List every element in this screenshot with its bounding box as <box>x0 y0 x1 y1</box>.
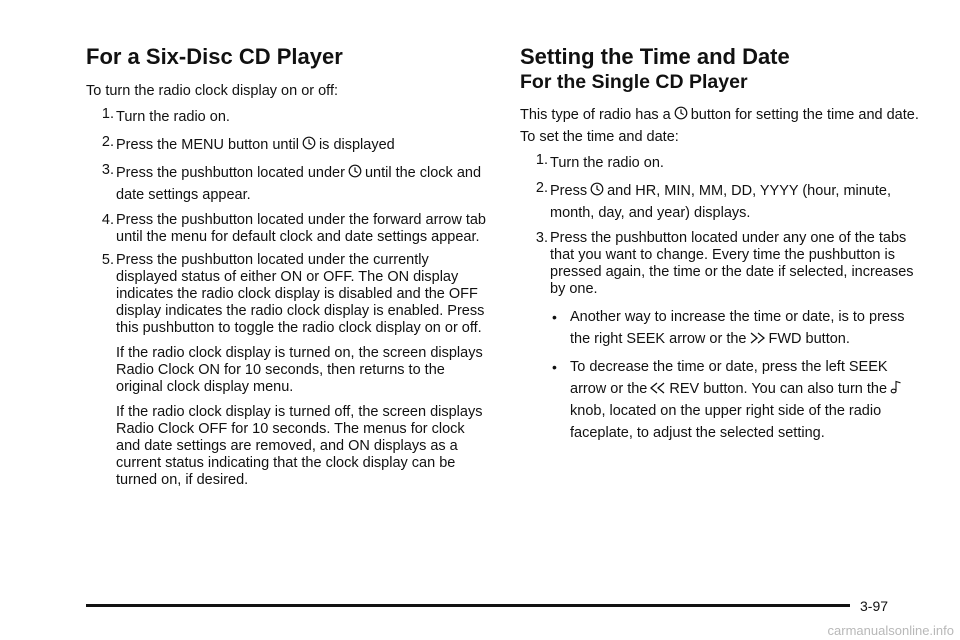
setting-time-date-heading: Setting the Time and Date <box>520 44 790 69</box>
seek-bullets <box>550 306 924 444</box>
footer-rule <box>86 604 850 607</box>
step-text: and HR, MIN, MM, DD, YYYY (hour, minute, month, day, and year) displays. <box>550 183 891 221</box>
single-cd-subheading: For the Single CD Player <box>520 71 748 93</box>
bullet-text: FWD button. <box>768 331 850 347</box>
step-number: 2. <box>535 180 548 196</box>
bullet-text: To decrease the time or date, press the left SEEK arrow or the <box>570 359 888 397</box>
step-item <box>86 106 490 128</box>
step-number: 3. <box>101 162 114 178</box>
step-number: 4. <box>101 212 114 228</box>
step-text: Press the pushbutton located under any one of the tabs that you want to change. Every time the pushbutton is pressed again, the time or the date if selected, increases by one. <box>550 230 914 297</box>
clock-icon <box>348 164 362 178</box>
step-number: 5. <box>101 252 114 268</box>
intro-text: button for setting the time and date. To set the time and date: <box>520 107 919 145</box>
step-item <box>86 252 490 489</box>
step-text: Press the pushbutton located under the currently displayed status of either ON or OFF. The ON display indicates the radio clock display is disabled and the OFF display indicates the radio clock display is enabled. Press this pushbutton to toggle the radio clock display on or off. <box>116 252 485 336</box>
bullet-item <box>550 306 924 350</box>
forward-double-arrow-icon <box>750 332 766 344</box>
page-number: 3-97 <box>860 598 889 614</box>
step-text: until the clock and date settings appear. <box>116 165 482 203</box>
right-column <box>520 44 924 450</box>
reverse-double-arrow-icon <box>650 382 666 394</box>
step-text: Press the pushbutton located under the forward arrow tab until the menu for default clock and date settings appear. <box>116 212 486 245</box>
single-cd-intro <box>520 104 924 148</box>
step-item <box>86 162 490 206</box>
bullet-text: knob, located on the upper right side of the radio faceplate, to adjust the selected setting. <box>570 403 882 441</box>
step-text: Press the MENU button until <box>116 137 299 153</box>
step-item <box>520 152 924 174</box>
bullet-item <box>550 356 924 444</box>
step-item <box>520 230 924 444</box>
step-number: 1. <box>535 152 548 168</box>
step-item <box>520 180 924 224</box>
bullet-dot: • <box>552 359 557 375</box>
step-item <box>86 212 490 246</box>
radio-clock-on-paragraph: If the radio clock display is turned on, the screen displays Radio Clock ON for 10 seconds, then returns to the original clock display menu. <box>116 345 483 395</box>
clock-icon <box>674 106 688 120</box>
step-item <box>86 134 490 156</box>
step-number: 1. <box>101 106 114 122</box>
step-number: 2. <box>101 134 114 150</box>
music-note-knob-icon <box>890 380 902 394</box>
step-text: Turn the radio on. <box>550 155 664 171</box>
six-disc-steps <box>86 106 490 489</box>
radio-clock-off-paragraph: If the radio clock display is turned off, the screen displays Radio Clock OFF for 10 seconds. The menus for clock and date settings are removed, and ON displays as a current status indicating that the clock display can be turned on, if desired. <box>116 404 483 488</box>
left-column <box>86 44 490 495</box>
bullet-text: REV button. You can also turn the <box>669 381 888 397</box>
step-text: Turn the radio on. <box>116 109 230 125</box>
step-text: Press the pushbutton located under <box>116 165 345 181</box>
bullet-dot: • <box>552 309 557 325</box>
intro-text: This type of radio has a <box>520 107 671 123</box>
six-disc-intro: To turn the radio clock display on or off: <box>86 83 339 99</box>
clock-icon <box>302 136 316 150</box>
step-number: 3. <box>535 230 548 246</box>
single-cd-steps <box>520 152 924 444</box>
bullet-text: Another way to increase the time or date, is to press the right SEEK arrow or the <box>570 309 905 347</box>
watermark: carmanualsonline.info <box>827 623 954 638</box>
step-text: is displayed <box>318 137 395 153</box>
step-text: Press <box>550 183 588 199</box>
six-disc-heading: For a Six-Disc CD Player <box>86 44 343 69</box>
clock-icon <box>590 182 604 196</box>
